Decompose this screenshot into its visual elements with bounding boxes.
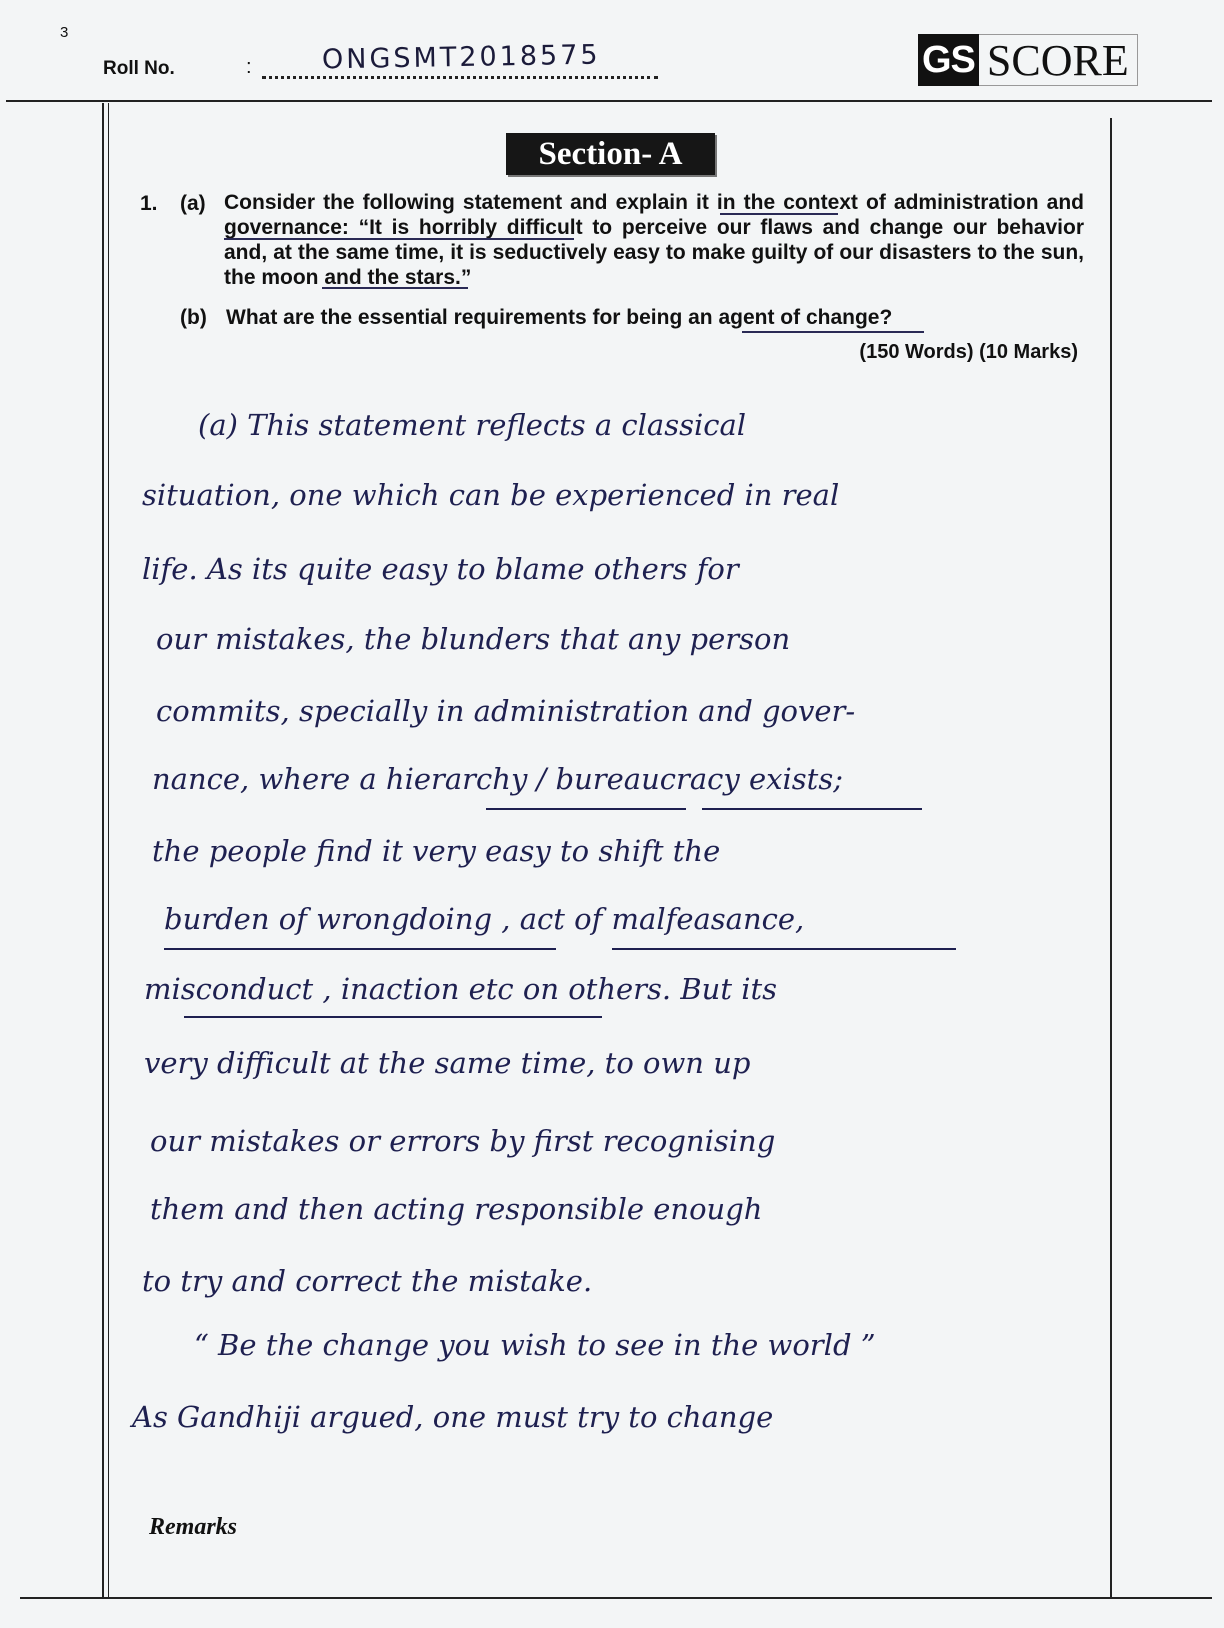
question-part-b-label: (b) [180,306,207,329]
section-title: Section- A [506,133,715,175]
word-and-mark-limit: (150 Words) (10 Marks) [859,341,1078,363]
question-part-b-text: What are the essential requirements for being an agent of change? [226,306,893,329]
answer-line: our mistakes, the blunders that any person [156,622,791,656]
header-divider [6,100,1212,102]
answer-underline [486,808,686,810]
answer-underline [702,808,922,810]
answer-line: our mistakes or errors by first recognising [150,1124,776,1158]
roll-number-dotted-line [262,76,658,79]
answer-line: nance, where a hierarchy / bureaucracy exists; [152,762,843,796]
answer-line: As Gandhiji argued, one must try to change [132,1400,774,1434]
answer-line: very difficult at the same time, to own up [144,1046,751,1080]
answer-line: the people find it very easy to shift the [152,834,721,868]
underline-agent-of-change [742,331,924,333]
remarks-label: Remarks [149,1514,238,1540]
footer-divider [20,1597,1212,1599]
page-number: 3 [60,24,69,41]
underline-explain-it [720,213,838,215]
gs-score-logo [918,34,1138,86]
answer-underline [612,948,956,950]
logo-score-text: SCORE [979,34,1138,86]
question-part-a-text: Consider the following statement and explain it in the context of administration and governance: “It is horribly difficult to perceive our flaws and change our behavior and, at the same time, it is seductively easy to make guilty of our disasters to the sun, the moon and the stars.” [224,191,1084,289]
answer-line: misconduct , inaction etc on others. But its [144,972,778,1006]
answer-underline [164,948,556,950]
margin-rule-left-outer [102,103,104,1598]
roll-number-colon: : [246,56,252,78]
roll-number-value: ONGSMT2018575 [321,39,601,76]
margin-rule-left-inner [108,103,109,1598]
underline-our-disasters [322,287,468,289]
answer-line: them and then acting responsible enough [150,1192,763,1226]
question-number: 1. [140,192,158,215]
answer-line: (a) This statement reflects a classical [198,408,747,442]
logo-gs-mark: GS [918,34,979,86]
answer-line: “ Be the change you wish to see in the world ” [194,1328,876,1362]
answer-underline [184,1016,602,1018]
margin-rule-right [1110,118,1112,1598]
roll-number-label: Roll No. [103,58,175,79]
answer-line: life. As its quite easy to blame others for [142,552,739,586]
answer-line: situation, one which can be experienced in real [142,478,840,512]
underline-administration-governance [224,238,574,240]
answer-line: commits, specially in administration and gover- [156,694,856,728]
answer-line: burden of wrongdoing , act of malfeasance, [164,902,805,936]
question-part-a-label: (a) [180,192,206,215]
answer-line: to try and correct the mistake. [142,1264,593,1298]
